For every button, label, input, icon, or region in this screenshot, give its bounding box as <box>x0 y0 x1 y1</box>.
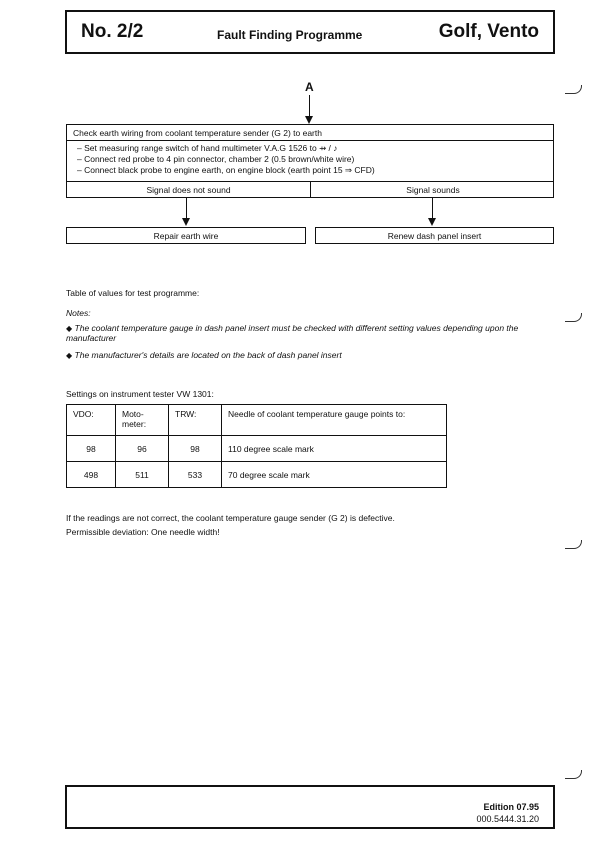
page-title: Fault Finding Programme <box>217 28 363 42</box>
flow-marker: A <box>305 80 314 94</box>
note-text: The manufacturer's details are located on the back of dash panel insert <box>74 350 342 360</box>
note-item <box>66 323 546 343</box>
arrow-down-icon <box>305 116 313 124</box>
note-text: The coolant temperature gauge in dash panel insert must be checked with different setting values depending upon the manufacturer <box>66 323 519 343</box>
arrow-line <box>432 198 433 219</box>
footer-box <box>65 785 555 829</box>
header-box <box>65 10 555 54</box>
edition: Edition 07.95 <box>483 802 539 812</box>
table-header-row <box>67 405 447 436</box>
margin-tick-icon <box>565 313 582 322</box>
header-vdo: VDO: <box>67 405 116 436</box>
page-number: No. 2/2 <box>81 21 144 42</box>
cell-trw: 98 <box>169 436 222 462</box>
values-table <box>66 404 447 488</box>
header-needle: Needle of coolant temperature gauge points to: <box>222 405 447 436</box>
instruction-steps <box>66 140 554 182</box>
table-row <box>67 462 447 488</box>
notes-heading: Notes: <box>66 308 91 318</box>
branch-row <box>66 181 554 198</box>
header-trw: TRW: <box>169 405 222 436</box>
cell-needle: 70 degree scale mark <box>222 462 447 488</box>
settings-title: Settings on instrument tester VW 1301: <box>66 389 214 399</box>
branch-signal: Signal sounds <box>406 185 460 195</box>
arrow-down-icon <box>182 218 190 226</box>
conclusion-text: If the readings are not correct, the coolant temperature gauge sender (G 2) is defective. <box>66 513 395 523</box>
cell-needle: 110 degree scale mark <box>222 436 447 462</box>
margin-tick-icon <box>565 540 582 549</box>
margin-tick-icon <box>565 770 582 779</box>
arrow-down-icon <box>428 218 436 226</box>
table-intro: Table of values for test programme: <box>66 288 200 298</box>
step-item: – Connect black probe to engine earth, on engine block (earth point 15 ⇒ CFD) <box>77 165 375 175</box>
branch-no-signal: Signal does not sound <box>146 185 231 195</box>
result-renew: Renew dash panel insert <box>315 227 554 244</box>
result-repair: Repair earth wire <box>66 227 306 244</box>
margin-tick-icon <box>565 85 582 94</box>
note-item <box>66 350 546 360</box>
table-row <box>67 436 447 462</box>
document-code: 000.5444.31.20 <box>476 814 539 824</box>
cell-trw: 533 <box>169 462 222 488</box>
deviation-text: Permissible deviation: One needle width! <box>66 527 220 537</box>
check-step: Check earth wiring from coolant temperature sender (G 2) to earth <box>66 124 554 141</box>
step-item: – Connect red probe to 4 pin connector, chamber 2 (0.5 brown/white wire) <box>77 154 355 164</box>
cell-vdo: 98 <box>67 436 116 462</box>
diamond-bullet-icon: ◆ <box>66 351 73 360</box>
step-item: – Set measuring range switch of hand multimeter V.A.G 1526 to ⇸ / ♪ <box>77 143 338 153</box>
arrow-line <box>186 198 187 219</box>
vehicle-model: Golf, Vento <box>438 21 539 42</box>
header-motometer: Moto-meter: <box>116 405 169 436</box>
cell-motometer: 96 <box>116 436 169 462</box>
arrow-line <box>309 95 310 117</box>
cell-motometer: 511 <box>116 462 169 488</box>
cell-vdo: 498 <box>67 462 116 488</box>
diamond-bullet-icon: ◆ <box>66 324 73 333</box>
